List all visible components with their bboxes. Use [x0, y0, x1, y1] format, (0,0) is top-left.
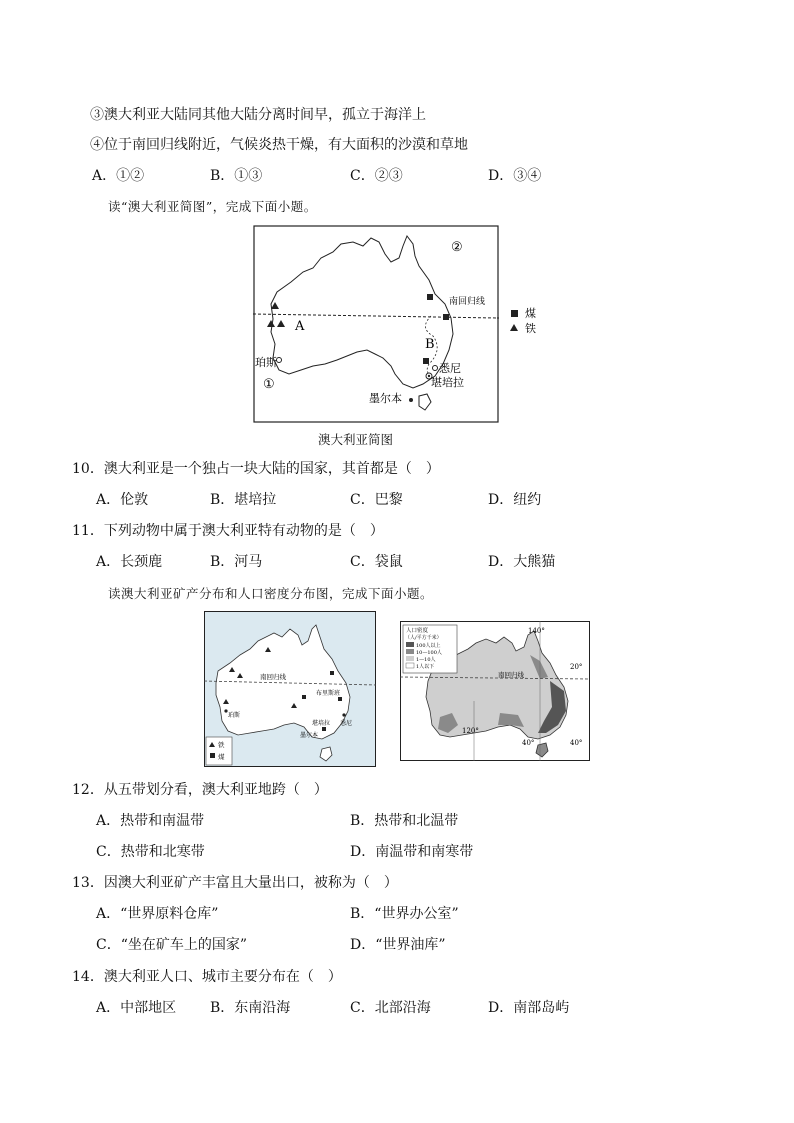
brisbane-label: 布里斯班: [316, 690, 341, 697]
q14-option-d[interactable]: D．南部岛屿: [488, 1000, 570, 1016]
q11-option-d[interactable]: D．大熊猫: [488, 554, 556, 570]
q11-option-c[interactable]: C．袋鼠: [350, 554, 403, 570]
q10-option-c[interactable]: C．巴黎: [350, 492, 403, 508]
q14-option-c[interactable]: C．北部沿海: [350, 1000, 431, 1016]
coal-symbol: [423, 358, 429, 364]
legend-iron-symbol: [510, 324, 518, 331]
q12-stem: 12．从五带划分看，澳大利亚地跨（ ）: [72, 782, 328, 798]
label-b: B: [425, 337, 435, 352]
tropic-label: 南回归线: [498, 671, 524, 679]
tropic-label: 南回归线: [260, 673, 286, 681]
q14-option-b[interactable]: B．东南沿海: [210, 1000, 291, 1016]
melbourne-label: 墨尔本: [300, 732, 319, 739]
q11-stem: 11．下列动物中属于澳大利亚特有动物的是（ ）: [72, 523, 384, 539]
q13-option-a[interactable]: A．“世界原料仓库”: [96, 906, 219, 922]
legend-swatch-1-10: [406, 656, 414, 661]
coal-symbol: [302, 695, 306, 699]
statement-3: ③澳大利亚大陆同其他大陆分离时间早，孤立于海洋上: [90, 107, 426, 123]
legend-unit: （人/平方千米）: [405, 635, 442, 641]
label-a: A: [295, 319, 305, 334]
q12-option-c[interactable]: C．热带和北寒带: [96, 844, 205, 860]
sydney-dot: [342, 713, 345, 716]
coal-symbol: [330, 671, 334, 675]
melbourne-dot: [409, 398, 413, 402]
q10-option-a[interactable]: A．伦敦: [96, 492, 149, 508]
q10-option-d[interactable]: D．纽约: [488, 492, 542, 508]
legend-item-3: 1—10人: [416, 657, 436, 663]
marker-2: ②: [451, 240, 463, 255]
melbourne-label: 墨尔本: [369, 392, 402, 405]
q12-option-a[interactable]: A．热带和南温带: [96, 813, 205, 829]
q9-option-c[interactable]: C．②③: [350, 168, 403, 184]
legend-swatch-100-plus: [406, 642, 414, 647]
q11-option-a[interactable]: A．长颈鹿: [96, 554, 163, 570]
intro-map2: 读澳大利亚矿产分布和人口密度分布图，完成下面小题。: [108, 586, 434, 601]
sydney-label: 悉尼: [340, 720, 353, 727]
lat-40-label-left: 40°: [522, 739, 535, 747]
q9-option-b[interactable]: B．①③: [210, 168, 263, 184]
perth-label: 珀斯: [228, 712, 241, 719]
legend-swatch-10-100: [406, 649, 414, 654]
q13-option-b[interactable]: B．“世界办公室”: [350, 906, 459, 922]
perth-label: 珀斯: [255, 356, 277, 369]
lon-140-label: 140°: [528, 627, 545, 635]
legend-item-4: 1人以下: [416, 664, 435, 670]
population-density-map: [400, 621, 590, 761]
q13-option-d[interactable]: D．“世界油库”: [350, 937, 446, 953]
coal-symbol: [443, 314, 449, 320]
q9-option-a[interactable]: A．①②: [92, 168, 145, 184]
q12-option-b[interactable]: B．热带和北温带: [350, 813, 459, 829]
legend-iron-label: 铁: [525, 322, 536, 335]
q9-option-d[interactable]: D．③④: [488, 168, 542, 184]
q13-stem: 13．因澳大利亚矿产丰富且大量出口，被称为（ ）: [72, 875, 398, 891]
legend-coal-label: 煤: [525, 307, 536, 320]
coal-symbol: [338, 697, 342, 701]
lon-120-label: 120°: [462, 727, 479, 735]
legend-swatch-under-1: [406, 663, 414, 668]
statement-4: ④位于南回归线附近，气候炎热干燥，有大面积的沙漠和草地: [90, 137, 468, 153]
q10-stem: 10．澳大利亚是一个独占一块大陆的国家，其首都是（ ）: [72, 461, 440, 477]
q11-option-b[interactable]: B．河马: [210, 554, 263, 570]
australia-sketch-map: [253, 224, 549, 426]
coal-symbol: [322, 727, 326, 731]
legend-title: 人口密度: [406, 628, 429, 634]
mineral-distribution-map: [204, 611, 376, 767]
map1-caption: 澳大利亚简图: [318, 432, 394, 447]
lat-20-label: 20°: [570, 663, 583, 671]
q10-option-b[interactable]: B．堪培拉: [210, 492, 277, 508]
intro-map1: 读“澳大利亚简图”，完成下面小题。: [108, 199, 317, 214]
q12-option-d[interactable]: D．南温带和南寒带: [350, 844, 474, 860]
sydney-label: 悉尼: [439, 362, 461, 375]
canberra-label: 堪培拉: [431, 376, 464, 389]
legend-coal-symbol: [511, 310, 518, 317]
q14-option-a[interactable]: A．中部地区: [96, 1000, 177, 1016]
legend-item-2: 10—100人: [416, 650, 442, 656]
legend-iron-label: 铁: [218, 741, 225, 749]
lat-40-label-right: 40°: [570, 739, 583, 747]
q13-option-c[interactable]: C．“坐在矿车上的国家”: [96, 937, 248, 953]
marker-1: ①: [263, 377, 275, 392]
legend-item-1: 100人以上: [416, 643, 441, 649]
legend-coal-symbol: [210, 753, 215, 758]
canberra-label: 堪培拉: [312, 720, 331, 727]
legend-coal-label: 煤: [218, 753, 225, 761]
tropic-label: 南回归线: [449, 297, 486, 307]
coal-symbol: [427, 294, 433, 300]
q14-stem: 14．澳大利亚人口、城市主要分布在（ ）: [72, 969, 342, 985]
